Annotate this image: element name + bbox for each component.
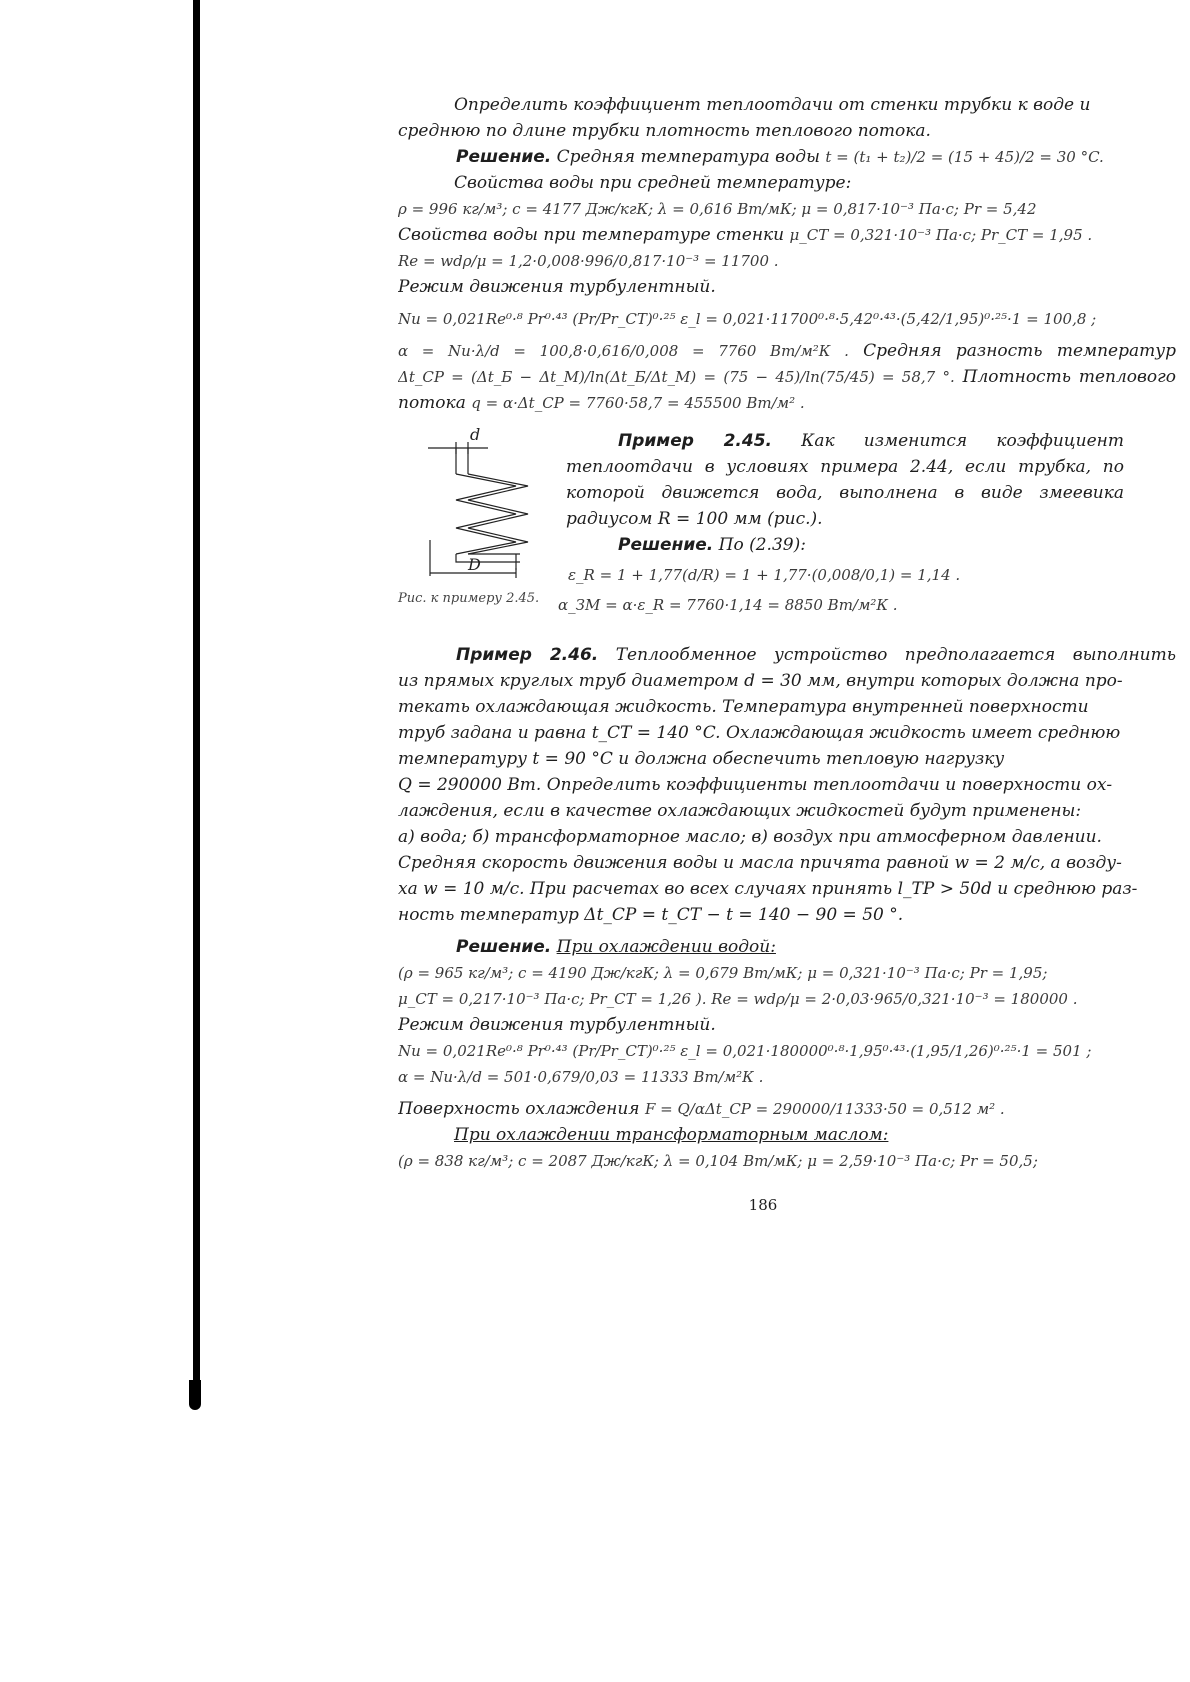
solution-1-text: Средняя температура воды bbox=[556, 147, 820, 167]
oil-heading bbox=[398, 1122, 1176, 1148]
example-2-46-line-5: температуру t = 90 °C и должна обеспечить тепловую нагрузку bbox=[398, 749, 1005, 769]
dt-line bbox=[398, 364, 1176, 390]
example-2-45-solution-label: Решение. bbox=[618, 535, 714, 555]
alpha-line-2: α = Nu·λ/d = 501·0,679/0,03 = 11333 Вт/м²К . bbox=[398, 1068, 764, 1086]
figure-label-D: D bbox=[468, 555, 481, 574]
page-body bbox=[398, 92, 1176, 1214]
surface-formula: F = Q/αΔt_СР = 290000/11333·50 = 0,512 м² . bbox=[644, 1100, 1005, 1118]
alpha-line bbox=[398, 338, 1176, 364]
solution-46-label: Решение. bbox=[456, 937, 552, 957]
intro-line-2: среднюю по длине трубки плотность теплового потока. bbox=[398, 121, 931, 141]
example-2-45-text bbox=[566, 428, 1124, 558]
binding-edge bbox=[193, 0, 200, 1405]
example-2-46-first: Теплообменное устройство предполагается выполнить bbox=[615, 645, 1176, 665]
dt-formula: Δt_СР = (Δt_Б − Δt_М)/ln(Δt_Б/Δt_М) = (75 − 45)/ln(75/45) = 58,7 °. bbox=[398, 368, 955, 386]
flow-formula: q = α·Δt_СР = 7760·58,7 = 455500 Вт/м² . bbox=[471, 394, 805, 412]
oil-props: (ρ = 838 кг/м³; c = 2087 Дж/кгК; λ = 0,104 Вт/мК; μ = 2,59·10⁻³ Па·с; Pr = 50,5; bbox=[398, 1152, 1038, 1170]
reynolds-line: Re = wdρ/μ = 1,2·0,008·996/0,817·10⁻³ = 11700 . bbox=[398, 252, 779, 270]
solution-1-label: Решение. bbox=[456, 147, 552, 167]
figure-label-d: d bbox=[470, 428, 481, 444]
surface-line bbox=[398, 1096, 1176, 1122]
example-2-46-label: Пример 2.46. bbox=[456, 645, 599, 665]
oil-heading-text: При охлаждении трансформаторным маслом: bbox=[454, 1125, 889, 1145]
solution-46 bbox=[398, 934, 1176, 960]
mean-diff-text: Средняя разность температур bbox=[863, 341, 1176, 361]
example-2-46-line-7: лаждения, если в качестве охлаждающих жидкостей будут применены: bbox=[398, 801, 1082, 821]
water-props-1: (ρ = 965 кг/м³; c = 4190 Дж/кгК; λ = 0,679 Вт/мК; μ = 0,321·10⁻³ Па·с; Pr = 1,95; bbox=[398, 964, 1048, 982]
example-2-45-solution bbox=[566, 532, 1124, 558]
example-2-46-line-1 bbox=[398, 642, 1176, 668]
mean-temp-formula: t = (t₁ + t₂)/2 = (15 + 45)/2 = 30 °C. bbox=[825, 148, 1104, 166]
surface-text: Поверхность охлаждения bbox=[398, 1099, 640, 1119]
props-line: ρ = 996 кг/м³; c = 4177 Дж/кгК; λ = 0,616 Вт/мК; μ = 0,817·10⁻³ Па·с; Pr = 5,42 bbox=[398, 200, 1037, 218]
flow-line bbox=[398, 390, 1176, 416]
wall-props-text: Свойства воды при температуре стенки bbox=[398, 225, 785, 245]
props-title: Свойства воды при средней температуре: bbox=[454, 173, 852, 193]
page-number: 186 bbox=[748, 1196, 778, 1214]
example-2-46-line-11: ность температур Δt_СР = t_СТ − t = 140 − 90 = 50 °. bbox=[398, 905, 904, 925]
intro-line-1: Определить коэффициент теплоотдачи от стенки трубки к воде и bbox=[454, 95, 1091, 115]
figure-caption: Рис. к примеру 2.45. bbox=[398, 591, 540, 606]
water-heading: При охлаждении водой: bbox=[556, 937, 776, 957]
nusselt-line-2: Nu = 0,021Re⁰·⁸ Pr⁰·⁴³ (Pr/Pr_СТ)⁰·²⁵ ε_l = 0,021·180000⁰·⁸·1,95⁰·⁴³·(1,95/1,26)⁰·²⁵·1 = 501 ; bbox=[398, 1042, 1092, 1060]
flow-text: потока bbox=[398, 393, 466, 413]
example-2-46-line-10: ха w = 10 м/с. При расчетах во всех случаях принять l_ТР > 50d и среднюю раз- bbox=[398, 879, 1138, 899]
alpha-formula: α = Nu·λ/d = 100,8·0,616/0,008 = 7760 Вт/м²К . bbox=[398, 342, 849, 360]
regime-line-2: Режим движения турбулентный. bbox=[398, 1015, 716, 1035]
example-2-45 bbox=[398, 428, 1176, 628]
solution-1 bbox=[398, 144, 1176, 170]
wall-props-formula: μ_СТ = 0,321·10⁻³ Па·с; Pr_СТ = 1,95 . bbox=[789, 226, 1093, 244]
binding-edge-tail bbox=[189, 1380, 201, 1410]
water-props-2: μ_СТ = 0,217·10⁻³ Па·с; Pr_СТ = 1,26 ). Re = wdρ/μ = 2·0,03·965/0,321·10⁻³ = 180000 . bbox=[398, 990, 1078, 1008]
example-2-46-line-4: труб задана и равна t_СТ = 140 °C. Охлаждающая жидкость имеет среднюю bbox=[398, 723, 1121, 743]
example-2-45-solution-text: По (2.39): bbox=[718, 535, 806, 555]
coil-alpha-formula: α_ЗМ = α·ε_R = 7760·1,14 = 8850 Вт/м²К . bbox=[558, 596, 898, 614]
nusselt-line: Nu = 0,021Re⁰·⁸ Pr⁰·⁴³ (Pr/Pr_СТ)⁰·²⁵ ε_l = 0,021·11700⁰·⁸·5,42⁰·⁴³·(5,42/1,95)⁰·²⁵·1 = 100,8 ; bbox=[398, 310, 1097, 328]
eps-formula: ε_R = 1 + 1,77(d/R) = 1 + 1,77·(0,008/0,1) = 1,14 . bbox=[568, 566, 961, 584]
coil-figure bbox=[428, 428, 548, 578]
wall-props bbox=[398, 222, 1176, 248]
example-2-46-line-9: Средняя скорость движения воды и масла причята равной w = 2 м/с, а возду- bbox=[398, 853, 1122, 873]
example-2-46-line-3: текать охлаждающая жидкость. Температура внутренней поверхности bbox=[398, 697, 1089, 717]
example-2-46-line-6: Q = 290000 Вт. Определить коэффициенты теплоотдачи и поверхности ох- bbox=[398, 775, 1113, 795]
density-text: Плотность теплового bbox=[962, 367, 1176, 387]
example-2-45-label: Пример 2.45. bbox=[618, 431, 772, 451]
example-2-46-line-8: а) вода; б) трансформаторное масло; в) воздух при атмосферном давлении. bbox=[398, 827, 1102, 847]
regime-line: Режим движения турбулентный. bbox=[398, 277, 716, 297]
example-2-46-line-2: из прямых круглых труб диаметром d = 30 мм, внутри которых должна про- bbox=[398, 671, 1123, 691]
example-2-45-body: Как изменится коэффициент теплоотдачи в условиях примера 2.44, если трубка, по которой движется вода, выполнена в виде змеевика радиусом R = 100 мм (рис.). bbox=[566, 431, 1124, 529]
